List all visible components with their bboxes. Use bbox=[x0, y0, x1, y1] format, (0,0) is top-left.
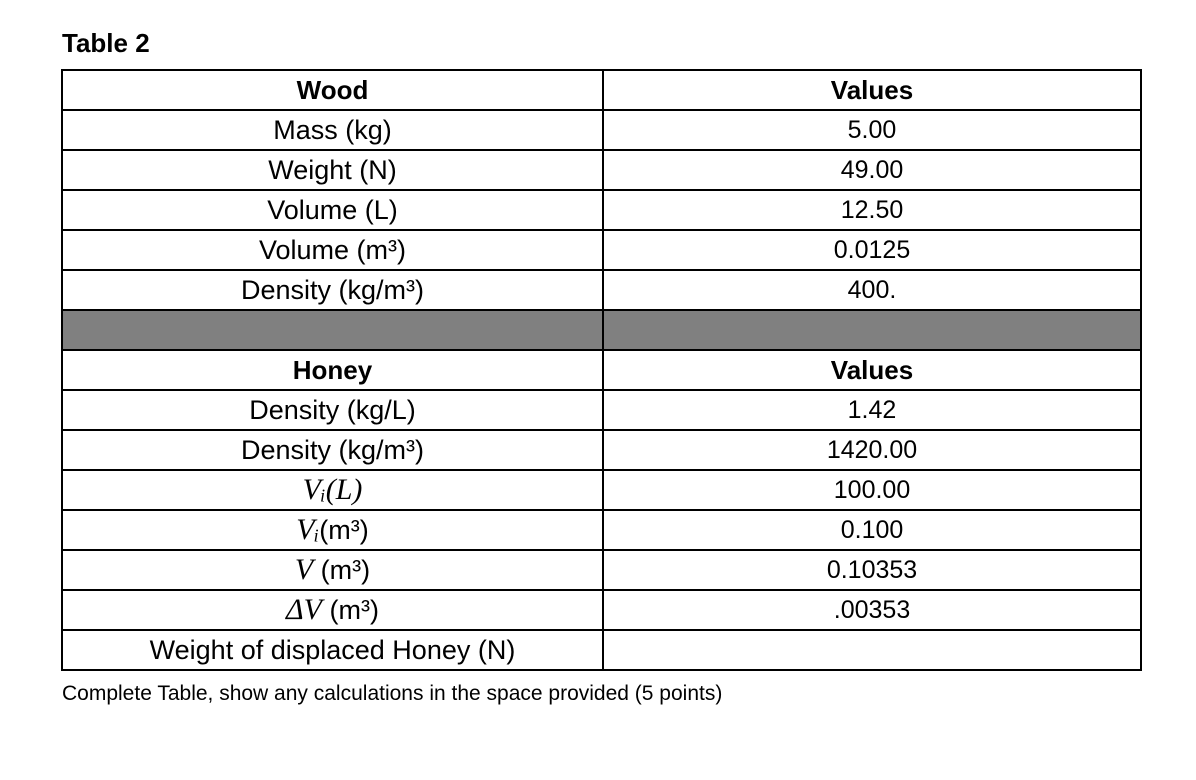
table-row bbox=[62, 270, 1141, 310]
honey-header-value: Values bbox=[603, 350, 1141, 390]
math-symbol: Vᵢ bbox=[296, 513, 320, 546]
table-row bbox=[62, 510, 1141, 550]
row-value: 0.10353 bbox=[603, 550, 1141, 590]
row-label: Density (kg/m³) bbox=[62, 430, 603, 470]
wood-header-label: Wood bbox=[62, 70, 603, 110]
row-label bbox=[62, 470, 603, 510]
table-row bbox=[62, 550, 1141, 590]
table-row bbox=[62, 150, 1141, 190]
math-symbol: Vᵢ bbox=[302, 473, 326, 506]
math-symbol: V bbox=[294, 553, 314, 586]
row-value: 12.50 bbox=[603, 190, 1141, 230]
row-label: Density (kg/L) bbox=[62, 390, 603, 430]
row-value: 1420.00 bbox=[603, 430, 1141, 470]
separator-row bbox=[62, 310, 1141, 350]
separator-cell bbox=[62, 310, 603, 350]
row-label-unit: (m³) bbox=[313, 555, 371, 585]
row-label: Volume (m³) bbox=[62, 230, 603, 270]
row-value: 1.42 bbox=[603, 390, 1141, 430]
data-table bbox=[61, 69, 1142, 671]
table-row bbox=[62, 390, 1141, 430]
wood-header-value: Values bbox=[603, 70, 1141, 110]
separator-cell bbox=[603, 310, 1141, 350]
table-row bbox=[62, 350, 1141, 390]
table-row bbox=[62, 70, 1141, 110]
table-row bbox=[62, 470, 1141, 510]
row-label: Weight (N) bbox=[62, 150, 603, 190]
row-value: 49.00 bbox=[603, 150, 1141, 190]
row-value: 400. bbox=[603, 270, 1141, 310]
row-label-unit: (L) bbox=[325, 473, 363, 506]
table-row bbox=[62, 430, 1141, 470]
table-row bbox=[62, 590, 1141, 630]
row-label-unit: (m³) bbox=[319, 515, 369, 545]
table-row bbox=[62, 630, 1141, 670]
table-row bbox=[62, 110, 1141, 150]
row-value: 5.00 bbox=[603, 110, 1141, 150]
math-symbol: ΔV bbox=[286, 593, 322, 626]
row-label: Density (kg/m³) bbox=[62, 270, 603, 310]
row-label: Mass (kg) bbox=[62, 110, 603, 150]
row-value: .00353 bbox=[603, 590, 1141, 630]
row-value: 100.00 bbox=[603, 470, 1141, 510]
row-label: Volume (L) bbox=[62, 190, 603, 230]
table-row bbox=[62, 230, 1141, 270]
row-label bbox=[62, 590, 603, 630]
row-value-empty[interactable] bbox=[603, 630, 1141, 670]
row-label bbox=[62, 510, 603, 550]
row-label bbox=[62, 550, 603, 590]
table-row bbox=[62, 190, 1141, 230]
row-label: Weight of displaced Honey (N) bbox=[62, 630, 603, 670]
table-caption: Table 2 bbox=[62, 28, 150, 58]
instruction-note: Complete Table, show any calculations in the space provided (5 points) bbox=[62, 682, 723, 705]
honey-header-label: Honey bbox=[62, 350, 603, 390]
row-value: 0.0125 bbox=[603, 230, 1141, 270]
row-value: 0.100 bbox=[603, 510, 1141, 550]
row-label-unit: (m³) bbox=[321, 595, 379, 625]
